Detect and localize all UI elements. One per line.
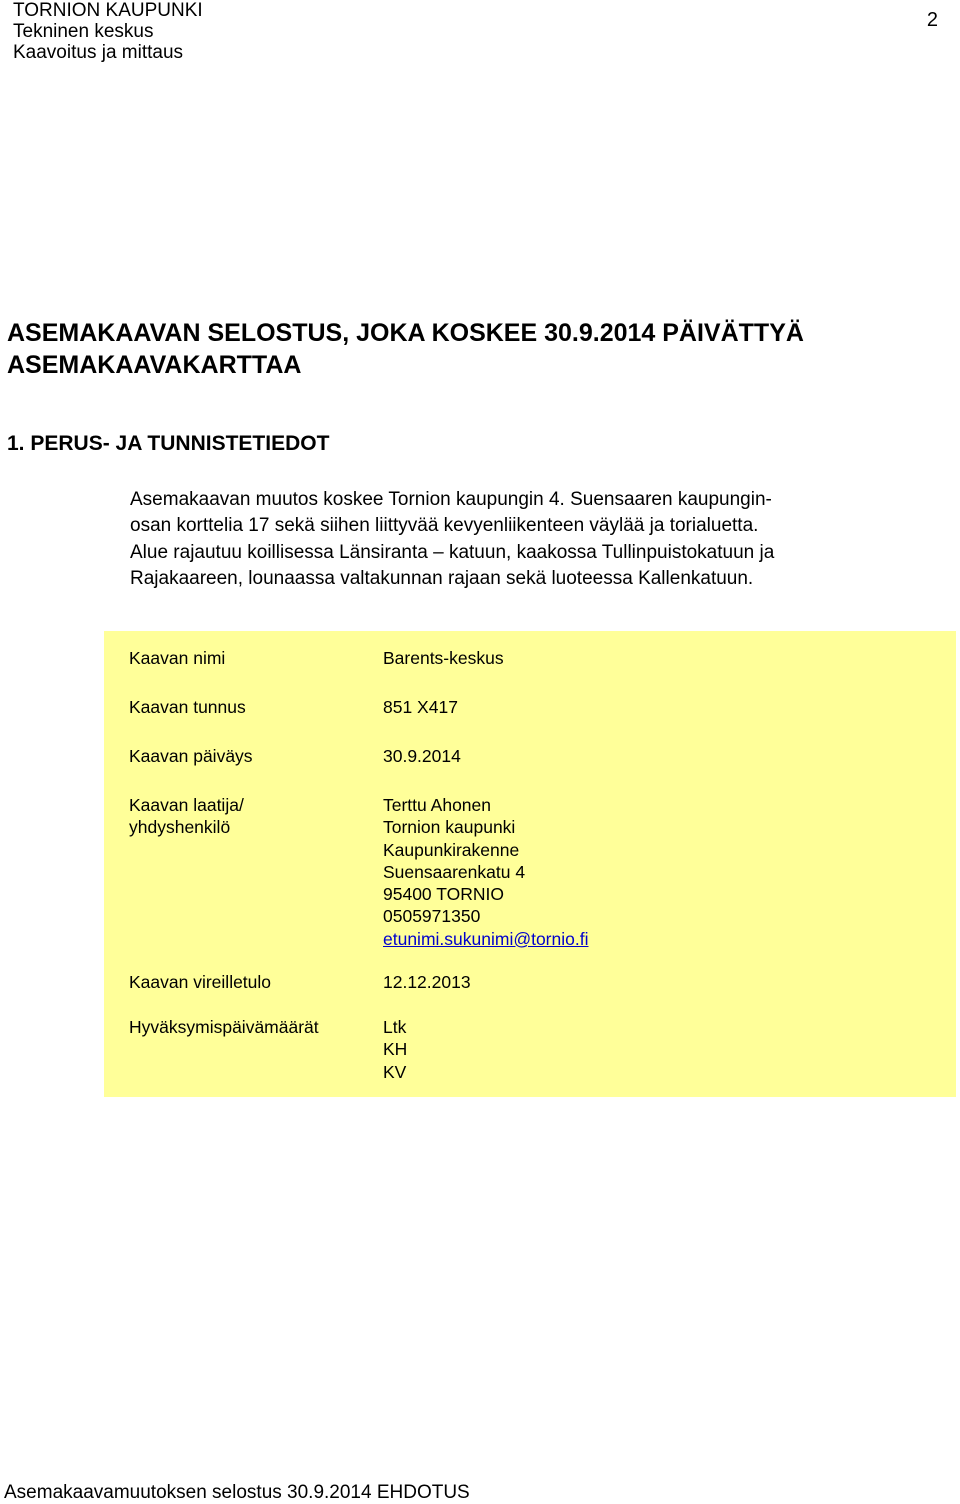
info-label: Kaavan laatija/ yhdyshenkilö: [129, 795, 244, 838]
page-footer: Asemakaavamuutoksen selostus 30.9.2014 EHDOTUS: [4, 1482, 470, 1503]
info-value: 12.12.2013: [383, 972, 471, 992]
approval-line: KH: [383, 1039, 408, 1060]
author-line: Terttu Ahonen: [383, 795, 491, 815]
author-line: Suensaarenkatu 4: [383, 861, 526, 882]
plan-info-box: [104, 631, 956, 1097]
page-number: 2: [926, 9, 938, 31]
info-label: Kaavan nimi: [129, 648, 226, 668]
info-label: Kaavan tunnus: [129, 697, 246, 717]
author-line: Tornion kaupunki: [383, 817, 516, 838]
title-line-2: ASEMAKAAVAKARTTAA: [7, 351, 302, 379]
paragraph-line: osan korttelia 17 sekä siihen liittyvää kevyenliikenteen väylää ja torialuetta.: [130, 515, 759, 537]
info-value: Barents-keskus: [383, 648, 504, 668]
unit-name: Kaavoitus ja mittaus: [13, 42, 184, 63]
author-line: 95400 TORNIO: [383, 884, 504, 905]
section-paragraph: [130, 487, 945, 592]
paragraph-line: Alue rajautuu koillisessa Länsiranta – katuun, kaakossa Tullinpuistokatuun ja: [130, 541, 775, 563]
document-title: [7, 317, 804, 381]
section-heading: 1. PERUS- JA TUNNISTETIEDOT: [7, 432, 330, 455]
approval-line: Ltk: [383, 1017, 407, 1037]
department-name: Tekninen keskus: [13, 21, 154, 42]
paragraph-line: Rajakaareen, lounaassa valtakunnan rajaan sekä luoteessa Kallenkatuun.: [130, 567, 754, 589]
org-name: TORNION KAUPUNKI: [13, 0, 203, 21]
info-label: Hyväksymispäivämäärät: [129, 1017, 319, 1037]
author-line: 0505971350: [383, 906, 481, 927]
page-header: [13, 0, 203, 63]
info-label: Kaavan vireilletulo: [129, 972, 272, 992]
title-line-1: ASEMAKAAVAN SELOSTUS, JOKA KOSKEE 30.9.2014 PÄIVÄTTYÄ: [7, 319, 804, 347]
info-value: [383, 1016, 407, 1083]
approval-line: KV: [383, 1061, 407, 1082]
info-value: [383, 794, 588, 950]
author-email-link[interactable]: etunimi.sukunimi@tornio.fi: [383, 928, 589, 949]
info-value: 851 X417: [383, 697, 458, 717]
info-value: 30.9.2014: [383, 746, 461, 766]
paragraph-line: Asemakaavan muutos koskee Tornion kaupungin 4. Suensaaren kaupungin-: [130, 489, 772, 510]
info-label: Kaavan päiväys: [129, 746, 253, 766]
author-line: Kaupunkirakenne: [383, 839, 520, 860]
